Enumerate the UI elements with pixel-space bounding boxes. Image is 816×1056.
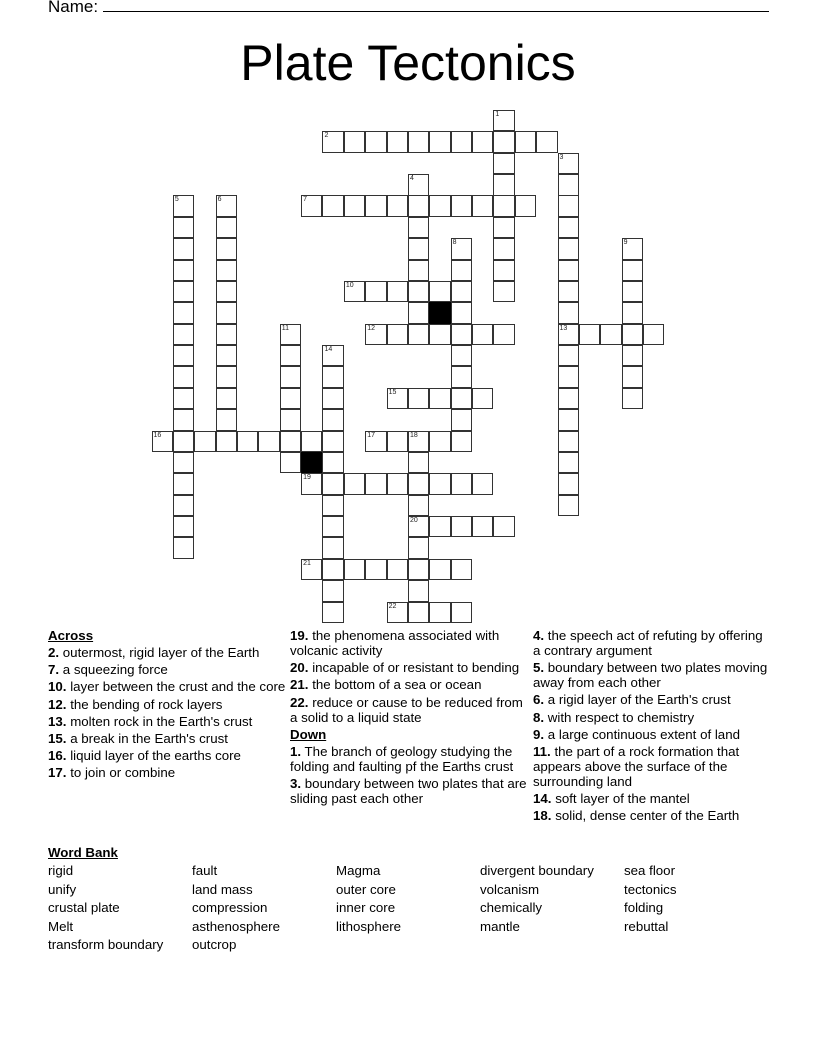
crossword-cell[interactable] <box>387 388 408 409</box>
clue-number-label: 17. <box>48 765 67 781</box>
crossword-cell[interactable] <box>451 195 472 216</box>
crossword-cell[interactable] <box>493 153 514 174</box>
clue-number-label: 22. <box>290 694 309 710</box>
clue-text: layer between the crust and the core <box>66 679 286 695</box>
crossword-cell[interactable] <box>472 473 493 494</box>
word-bank-item: outer core <box>336 881 396 897</box>
crossword-cell[interactable] <box>472 516 493 537</box>
crossword-cell[interactable] <box>622 388 643 409</box>
clue-number: 10 <box>345 281 354 289</box>
page-title: Plate Tectonics <box>240 35 576 91</box>
crossword-cell[interactable] <box>387 473 408 494</box>
crossword-cell[interactable] <box>429 195 450 216</box>
crossword-cell[interactable] <box>451 302 472 323</box>
clue-number: 1 <box>495 111 500 118</box>
crossword-cell[interactable] <box>387 559 408 580</box>
clue <box>48 645 288 660</box>
clue-number-label: 9. <box>533 726 545 742</box>
crossword-cell[interactable] <box>408 195 429 216</box>
word-bank-item: compression <box>192 900 268 916</box>
clue-text: a squeezing force <box>59 662 168 678</box>
crossword-cell[interactable] <box>322 602 343 623</box>
crossword-cell[interactable] <box>429 602 450 623</box>
crossword-cell[interactable] <box>451 431 472 452</box>
crossword-cell[interactable] <box>301 559 322 580</box>
clue <box>533 727 773 742</box>
crossword-cell[interactable] <box>622 281 643 302</box>
crossword-cell[interactable] <box>216 409 237 430</box>
word-bank-heading: Word Bank <box>48 845 118 860</box>
clue-text: with respect to chemistry <box>544 709 695 725</box>
crossword-cell[interactable] <box>622 345 643 366</box>
crossword-cell[interactable] <box>301 431 322 452</box>
crossword-cell[interactable] <box>622 366 643 387</box>
crossword-cell[interactable] <box>622 238 643 259</box>
clue <box>48 714 288 729</box>
crossword-cell[interactable] <box>408 473 429 494</box>
crossword-cell[interactable] <box>493 281 514 302</box>
crossword-cell[interactable] <box>280 388 301 409</box>
crossword-cell[interactable] <box>322 195 343 216</box>
crossword-cell[interactable] <box>322 495 343 516</box>
crossword-cell[interactable] <box>408 302 429 323</box>
crossword-cell[interactable] <box>408 324 429 345</box>
clue-number: 12 <box>367 324 375 332</box>
clue-number: 8 <box>452 239 457 247</box>
crossword-cell[interactable] <box>472 131 493 152</box>
crossword-cell[interactable] <box>429 516 450 537</box>
clue-text: The branch of geology studying the folding and faulting pf the Earths crust <box>290 743 514 774</box>
crossword-cell[interactable] <box>558 495 579 516</box>
crossword-cell[interactable] <box>194 431 215 452</box>
crossword-cell[interactable] <box>451 324 472 345</box>
crossword-cell[interactable] <box>408 602 429 623</box>
word-bank-item: rebuttal <box>624 918 669 934</box>
crossword-cell[interactable] <box>322 388 343 409</box>
clue-text: the bottom of a sea or ocean <box>308 677 482 693</box>
crossword-cell[interactable] <box>322 131 343 152</box>
crossword-cell[interactable] <box>322 409 343 430</box>
clue-text: a large continuous extent of land <box>544 726 740 742</box>
crossword-cell[interactable] <box>365 195 386 216</box>
clue <box>48 765 288 780</box>
crossword-cell[interactable] <box>365 473 386 494</box>
clue-number: 2 <box>324 132 329 140</box>
name-blank-line[interactable] <box>103 0 769 12</box>
crossword-cell[interactable] <box>451 516 472 537</box>
clue-number-label: 13. <box>48 713 67 729</box>
clue <box>48 748 288 763</box>
clue <box>48 679 288 694</box>
crossword-cell[interactable] <box>344 195 365 216</box>
crossword-cell[interactable] <box>558 238 579 259</box>
clue-number-label: 4. <box>533 628 545 643</box>
crossword-cell[interactable] <box>451 366 472 387</box>
clue-number-label: 8. <box>533 709 545 725</box>
clue-number: 20 <box>409 517 418 525</box>
word-bank-item: inner core <box>336 900 396 916</box>
clue <box>290 677 530 692</box>
crossword-cell[interactable] <box>579 324 600 345</box>
crossword-cell[interactable] <box>408 431 429 452</box>
word-bank-item: lithosphere <box>336 918 402 934</box>
clue-text: molten rock in the Earth's crust <box>66 713 253 729</box>
clues-column-3 <box>533 628 773 826</box>
clue-number: 3 <box>559 153 564 161</box>
clue <box>290 744 530 774</box>
clue-number: 18 <box>409 431 418 439</box>
clue-number-label: 2. <box>48 645 60 660</box>
crossword-cell[interactable] <box>558 324 579 345</box>
crossword-cell[interactable] <box>301 195 322 216</box>
crossword-cell[interactable] <box>322 580 343 601</box>
clue <box>48 697 288 712</box>
crossword-cell[interactable] <box>387 281 408 302</box>
crossword-cell[interactable] <box>280 345 301 366</box>
clue-number: 21 <box>303 559 311 567</box>
crossword-cell[interactable] <box>216 281 237 302</box>
crossword-cell[interactable] <box>173 238 194 259</box>
crossword-cell[interactable] <box>429 473 450 494</box>
crossword-cell[interactable] <box>322 473 343 494</box>
across-heading: Across <box>48 628 94 643</box>
clue-number: 17 <box>367 431 375 439</box>
crossword-cell[interactable] <box>558 153 579 174</box>
clue-number: 19 <box>303 474 311 482</box>
black-cell <box>301 452 322 473</box>
crossword-cell[interactable] <box>237 431 258 452</box>
clue-number: 7 <box>303 196 307 204</box>
crossword-cell[interactable] <box>558 388 579 409</box>
crossword-cell[interactable] <box>216 431 237 452</box>
crossword-cell[interactable] <box>472 195 493 216</box>
black-cell <box>429 302 450 323</box>
clue-text: boundary between two plates that are sliding past each other <box>290 775 527 806</box>
word-bank-item: mantle <box>480 918 520 934</box>
crossword-cell[interactable] <box>173 345 194 366</box>
word-bank-item: folding <box>624 900 664 916</box>
crossword-cell[interactable] <box>387 131 408 152</box>
crossword-cell[interactable] <box>173 431 194 452</box>
word-bank <box>48 845 677 953</box>
clue-text: the phenomena associated with volcanic activity <box>290 628 500 658</box>
clue-number-label: 21. <box>290 677 309 693</box>
crossword-cell[interactable] <box>493 174 514 195</box>
crossword-cell[interactable] <box>173 452 194 473</box>
crossword-cell[interactable] <box>152 431 173 452</box>
crossword-cell[interactable] <box>558 345 579 366</box>
clue-number-label: 16. <box>48 748 67 764</box>
crossword-cell[interactable] <box>301 473 322 494</box>
down-heading: Down <box>290 726 327 742</box>
crossword-cell[interactable] <box>173 302 194 323</box>
clue <box>533 744 773 789</box>
word-bank-item: sea floor <box>624 863 675 878</box>
clue-number-label: 11. <box>533 743 551 759</box>
crossword-cell[interactable] <box>216 366 237 387</box>
crossword-cell[interactable] <box>408 217 429 238</box>
crossword-cell[interactable] <box>408 516 429 537</box>
crossword-cell[interactable] <box>408 238 429 259</box>
clue-text: reduce or cause to be reduced from a solid to a liquid state <box>290 694 523 725</box>
crossword-cell[interactable] <box>408 131 429 152</box>
clue <box>290 776 530 806</box>
clue-number-label: 14. <box>533 791 552 807</box>
crossword-cell[interactable] <box>216 217 237 238</box>
crossword-cell[interactable] <box>558 431 579 452</box>
crossword-cell[interactable] <box>408 559 429 580</box>
crossword-cell[interactable] <box>216 388 237 409</box>
crossword-cell[interactable] <box>472 324 493 345</box>
crossword-cell[interactable] <box>558 452 579 473</box>
clue-number-label: 3. <box>290 775 302 791</box>
clue <box>533 692 773 707</box>
clue <box>533 660 773 690</box>
crossword-cell[interactable] <box>622 324 643 345</box>
word-bank-item: outcrop <box>192 937 237 953</box>
crossword-cell[interactable] <box>365 431 386 452</box>
clue-text: boundary between two plates moving away from each other <box>533 660 768 691</box>
clue-number: 16 <box>153 431 162 439</box>
crossword-cell[interactable] <box>451 131 472 152</box>
crossword-cell[interactable] <box>622 302 643 323</box>
crossword-cell[interactable] <box>387 602 408 623</box>
crossword-cell[interactable] <box>365 281 386 302</box>
crossword-cell[interactable] <box>387 431 408 452</box>
crossword-cell[interactable] <box>173 495 194 516</box>
crossword-cell[interactable] <box>429 388 450 409</box>
crossword-cell[interactable] <box>365 559 386 580</box>
clue-number-label: 12. <box>48 696 67 712</box>
crossword-cell[interactable] <box>408 388 429 409</box>
clue <box>290 695 530 725</box>
crossword-cell[interactable] <box>558 217 579 238</box>
crossword-cell[interactable] <box>216 238 237 259</box>
clue-number-label: 20. <box>290 660 309 676</box>
word-bank-item: fault <box>192 863 218 878</box>
crossword-cell[interactable] <box>173 516 194 537</box>
crossword-cell[interactable] <box>408 580 429 601</box>
crossword-cell[interactable] <box>429 559 450 580</box>
clue-number-label: 15. <box>48 730 67 746</box>
crossword-cell[interactable] <box>173 195 194 216</box>
crossword-cell[interactable] <box>408 537 429 558</box>
clue-number-label: 1. <box>290 743 302 759</box>
crossword-cell[interactable] <box>322 516 343 537</box>
crossword-cell[interactable] <box>451 409 472 430</box>
crossword-cell[interactable] <box>216 345 237 366</box>
clue-text: the part of a rock formation that appears above the surface of the surrounding land <box>533 743 740 789</box>
crossword-cell[interactable] <box>558 281 579 302</box>
crossword-cell[interactable] <box>429 431 450 452</box>
crossword-cell[interactable] <box>493 324 514 345</box>
crossword-cell[interactable] <box>515 131 536 152</box>
clue-number: 22 <box>388 602 397 610</box>
clues-column-2 <box>290 628 530 808</box>
crossword-cell[interactable] <box>408 174 429 195</box>
crossword-cell[interactable] <box>493 110 514 131</box>
word-bank-item: transform boundary <box>48 937 164 953</box>
clue <box>48 662 288 677</box>
crossword-cell[interactable] <box>643 324 664 345</box>
crossword-cell[interactable] <box>472 388 493 409</box>
word-bank-item: tectonics <box>624 881 677 897</box>
clues-column-1 <box>48 628 288 783</box>
crossword-cell[interactable] <box>173 473 194 494</box>
clue <box>533 808 773 823</box>
crossword-cell[interactable] <box>429 281 450 302</box>
crossword-cell[interactable] <box>451 260 472 281</box>
crossword-cell[interactable] <box>365 324 386 345</box>
crossword-cell[interactable] <box>408 452 429 473</box>
crossword-cell[interactable] <box>173 388 194 409</box>
crossword-cell[interactable] <box>451 473 472 494</box>
crossword-cell[interactable] <box>173 409 194 430</box>
crossword-cell[interactable] <box>408 281 429 302</box>
clue-text: to join or combine <box>66 765 176 781</box>
crossword-cell[interactable] <box>493 516 514 537</box>
crossword-cell[interactable] <box>558 174 579 195</box>
crossword-cell[interactable] <box>280 324 301 345</box>
crossword-cell[interactable] <box>558 302 579 323</box>
crossword-cell[interactable] <box>451 559 472 580</box>
crossword-cell[interactable] <box>558 195 579 216</box>
clue-text: the speech act of refuting by offering a contrary argument <box>533 628 763 658</box>
crossword-cell[interactable] <box>493 195 514 216</box>
clue-number: 11 <box>281 324 289 332</box>
crossword-cell[interactable] <box>216 195 237 216</box>
clue-number: 14 <box>324 346 333 354</box>
word-bank-item: divergent boundary <box>480 863 594 878</box>
crossword-cell[interactable] <box>493 217 514 238</box>
crossword-cell[interactable] <box>600 324 621 345</box>
clue-text: liquid layer of the earths core <box>66 748 241 764</box>
crossword-cell[interactable] <box>429 324 450 345</box>
word-bank-item: land mass <box>192 881 253 897</box>
clue-number: 9 <box>623 239 628 247</box>
crossword-cell[interactable] <box>280 431 301 452</box>
clue-text: incapable of or resistant to bending <box>308 660 520 676</box>
clue-number: 6 <box>217 196 222 204</box>
crossword-cell[interactable] <box>173 366 194 387</box>
crossword-cell[interactable] <box>173 281 194 302</box>
clue <box>533 710 773 725</box>
clue-number-label: 19. <box>290 628 309 643</box>
clue <box>533 791 773 806</box>
crossword-cell[interactable] <box>344 131 365 152</box>
crossword-cell[interactable] <box>493 131 514 152</box>
crossword-cell[interactable] <box>451 602 472 623</box>
clue-text: a break in the Earth's crust <box>66 730 228 746</box>
crossword-cell[interactable] <box>536 131 557 152</box>
clue <box>533 628 773 658</box>
name-field[interactable] <box>48 0 769 17</box>
crossword-cell[interactable] <box>365 131 386 152</box>
word-bank-item: crustal plate <box>48 900 120 916</box>
crossword-cell[interactable] <box>280 452 301 473</box>
crossword-cell[interactable] <box>451 281 472 302</box>
clue-number-label: 6. <box>533 692 545 708</box>
clue-number: 15 <box>388 388 397 396</box>
clue-text: outermost, rigid layer of the Earth <box>59 645 260 660</box>
clue-number-label: 7. <box>48 662 60 678</box>
name-label: Name: <box>48 0 99 16</box>
clue-number-label: 10. <box>48 679 67 695</box>
clue-number: 5 <box>174 196 179 204</box>
word-bank-item: Magma <box>336 863 381 878</box>
clue <box>48 731 288 746</box>
word-bank-item: rigid <box>48 863 74 878</box>
crossword-cell[interactable] <box>558 409 579 430</box>
crossword-cell[interactable] <box>322 559 343 580</box>
word-bank-item: asthenosphere <box>192 918 280 934</box>
word-bank-item: volcanism <box>480 881 540 897</box>
word-bank-item: unify <box>48 881 77 897</box>
crossword-cell[interactable] <box>387 324 408 345</box>
crossword-cell[interactable] <box>216 302 237 323</box>
crossword-cell[interactable] <box>558 366 579 387</box>
crossword-cell[interactable] <box>493 260 514 281</box>
crossword-cell[interactable] <box>216 324 237 345</box>
clue-text: a rigid layer of the Earth's crust <box>544 692 731 708</box>
crossword-cell[interactable] <box>322 345 343 366</box>
crossword-cell[interactable] <box>344 473 365 494</box>
clue-number: 4 <box>409 175 414 183</box>
crossword-cell[interactable] <box>515 195 536 216</box>
crossword-cell[interactable] <box>451 345 472 366</box>
crossword-cell[interactable] <box>280 366 301 387</box>
crossword-cell[interactable] <box>258 431 279 452</box>
crossword-cell[interactable] <box>558 260 579 281</box>
clue <box>290 660 530 675</box>
word-bank-item: Melt <box>48 918 74 934</box>
word-bank-item: chemically <box>480 900 543 916</box>
clue-number-label: 18. <box>533 808 552 824</box>
crossword-cell[interactable] <box>280 409 301 430</box>
crossword-cell[interactable] <box>408 495 429 516</box>
crossword-cell[interactable] <box>322 431 343 452</box>
clue-text: the bending of rock layers <box>66 696 223 712</box>
clue-text: solid, dense center of the Earth <box>551 808 740 824</box>
crossword-cell[interactable] <box>493 238 514 259</box>
crossword-cell[interactable] <box>429 131 450 152</box>
clue-number: 13 <box>559 324 568 332</box>
crossword-cell[interactable] <box>408 260 429 281</box>
clue-number-label: 5. <box>533 660 545 676</box>
clue-text: soft layer of the mantel <box>551 791 690 807</box>
crossword-cell[interactable] <box>216 260 237 281</box>
crossword-cell[interactable] <box>387 195 408 216</box>
crossword-cell[interactable] <box>344 281 365 302</box>
crossword-cell[interactable] <box>322 537 343 558</box>
crossword-cell[interactable] <box>173 217 194 238</box>
clue <box>290 628 530 658</box>
crossword-cell[interactable] <box>173 537 194 558</box>
crossword-cell[interactable] <box>173 324 194 345</box>
crossword-cell[interactable] <box>344 559 365 580</box>
crossword-cell[interactable] <box>451 388 472 409</box>
crossword-cell[interactable] <box>173 260 194 281</box>
crossword-cell[interactable] <box>322 452 343 473</box>
crossword-cell[interactable] <box>322 366 343 387</box>
crossword-cell[interactable] <box>622 260 643 281</box>
crossword-cell[interactable] <box>558 473 579 494</box>
crossword-cell[interactable] <box>451 238 472 259</box>
